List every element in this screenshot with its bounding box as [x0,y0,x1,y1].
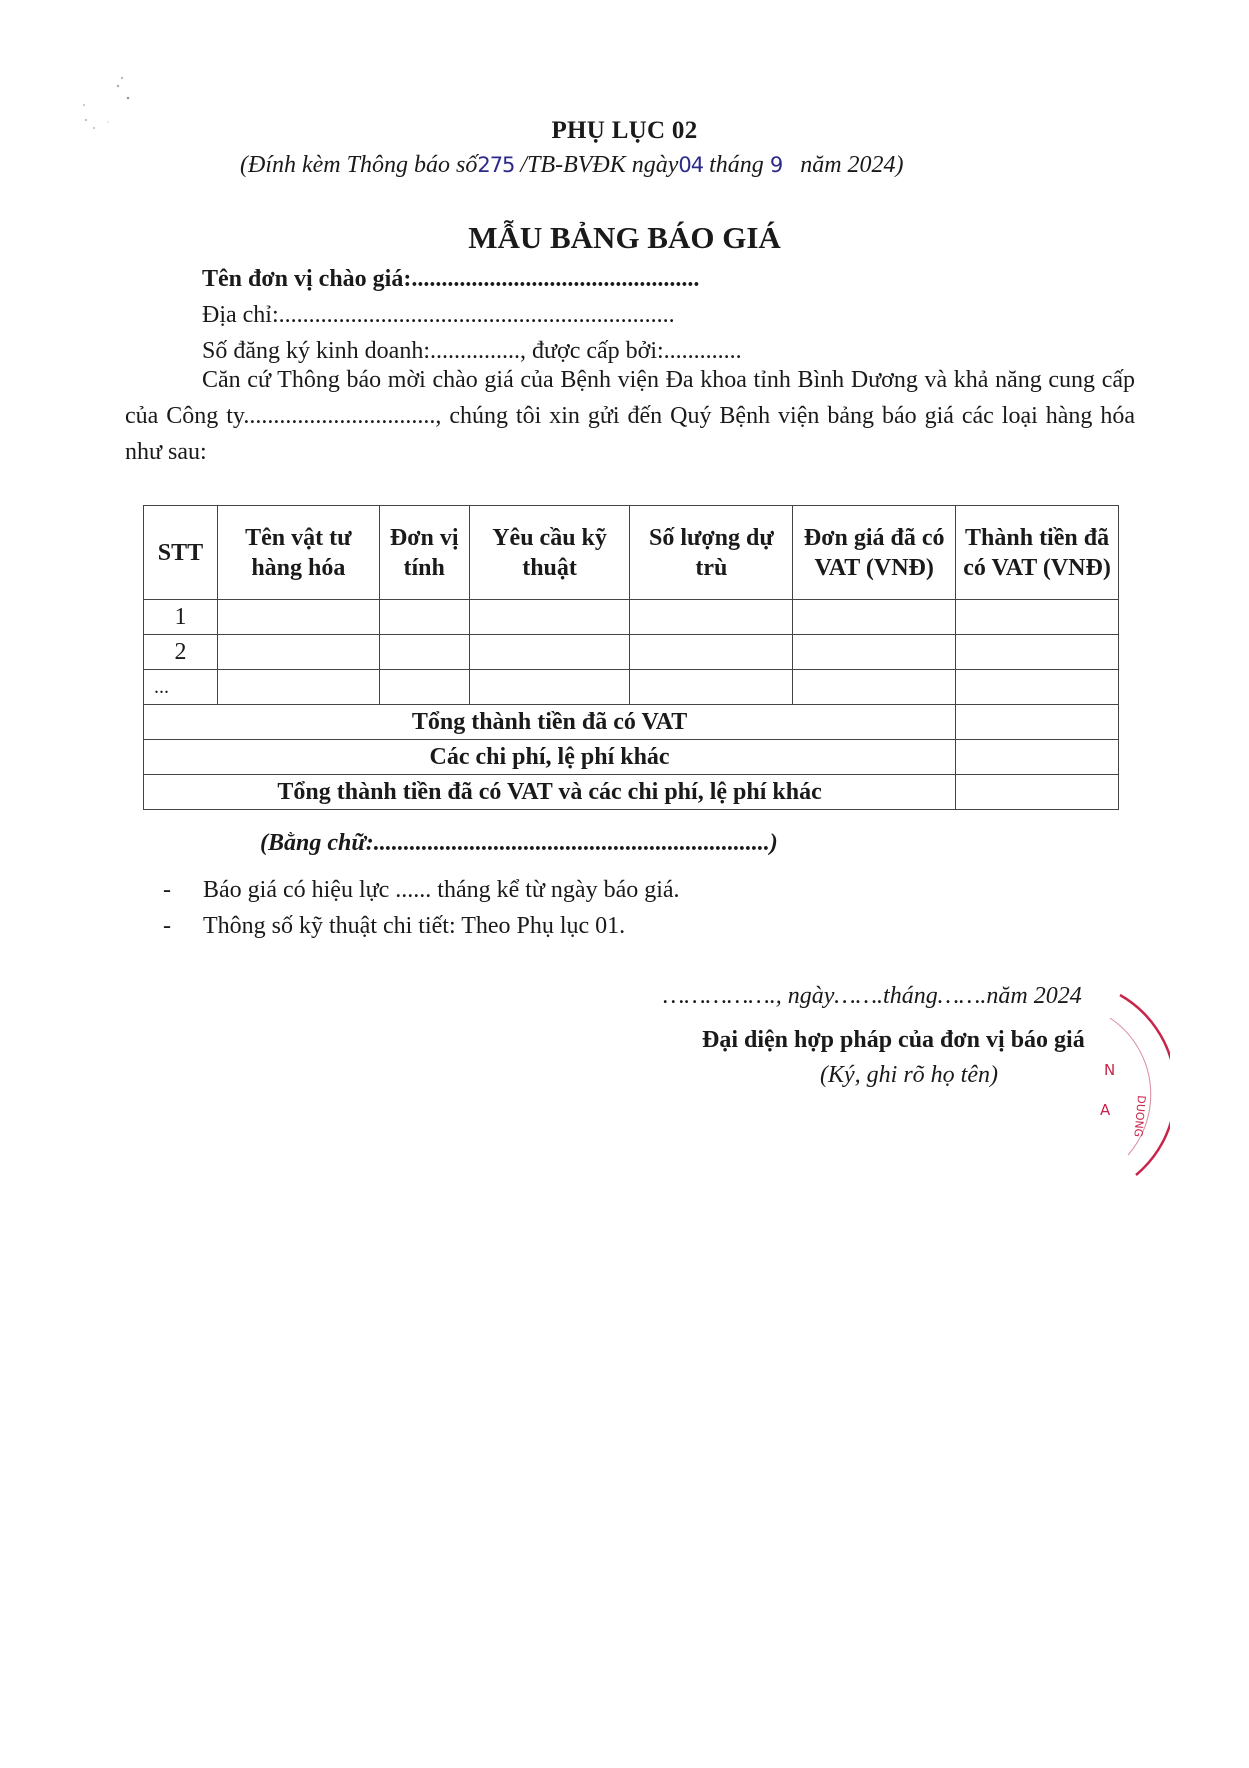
cell-quantity [630,670,793,705]
note-validity [163,877,680,904]
bullet-dash: - [163,877,171,903]
quotation-table [143,505,1119,810]
attach-prefix: (Đính kèm Thông báo số [240,152,478,178]
main-title: MẪU BẢNG BÁO GIÁ [468,220,781,255]
stamp-text-duong: DUONG [1131,1094,1148,1138]
column-header-stt: STT [144,506,218,600]
cell-unit-price [793,600,956,635]
table-row [144,635,1119,670]
cell-total [956,635,1119,670]
address-field: Địa chỉ:.................................................................. [202,302,675,328]
summary-row-grand-total [144,775,1119,810]
sign-instruction: (Ký, ghi rõ họ tên) [820,1062,998,1088]
year-suffix: năm 2024) [800,152,904,178]
legal-representative-label: Đại diện hợp pháp của đơn vị báo giá [702,1027,1085,1053]
stamp-letter-n: N [1104,1061,1116,1079]
notice-code: /TB-BVĐK ngày [520,152,679,178]
table-header-row [144,506,1119,600]
cell-total [956,670,1119,705]
cell-quantity [630,635,793,670]
summary-row-total-vat [144,705,1119,740]
column-header-technical-requirements: Yêu cầu kỹ thuật [469,506,630,600]
signature-date-line: ……………., ngày…….tháng…….năm 2024 [663,983,1082,1009]
business-registration-field: Số đăng ký kinh doanh:..............., được cấp bởi:............. [202,338,742,364]
note-specifications [163,913,625,940]
cell-unit-price [793,670,956,705]
summary-value [956,705,1119,740]
cell-quantity [630,600,793,635]
cell-unit [379,600,469,635]
column-header-unit-price: Đơn giá đã có VAT (VNĐ) [793,506,956,600]
summary-value [956,740,1119,775]
unit-name-field: Tên đơn vị chào giá:................................................ [202,266,700,292]
summary-row-other-fees [144,740,1119,775]
summary-label: Các chi phí, lệ phí khác [144,740,956,775]
note-text: Thông số kỹ thuật chi tiết: Theo Phụ lục 01. [203,913,626,939]
attachment-reference [240,152,904,179]
summary-value [956,775,1119,810]
handwritten-notice-number: 275 [477,153,515,177]
summary-label: Tổng thành tiền đã có VAT [144,705,956,740]
handwritten-month: 9 [769,153,783,177]
column-header-quantity: Số lượng dự trù [630,506,793,600]
bullet-dash: - [163,913,171,939]
cell-unit [379,670,469,705]
handwritten-day: 04 [678,153,704,177]
column-header-unit: Đơn vị tính [379,506,469,600]
row-stt: ... [144,670,218,705]
amount-in-words: (Bằng chữ:..................................................................) [260,830,778,856]
cell-requirements [469,635,630,670]
column-header-item-name: Tên vật tư hàng hóa [217,506,379,600]
cell-item-name [217,600,379,635]
stamp-letter-a: A [1100,1101,1111,1119]
summary-label: Tổng thành tiền đã có VAT và các chi phí, lệ phí khác [144,775,956,810]
table-row [144,600,1119,635]
note-text: Báo giá có hiệu lực ...... tháng kể từ ngày báo giá. [203,877,680,903]
cell-total [956,600,1119,635]
table-row [144,670,1119,705]
cell-requirements [469,600,630,635]
cell-unit-price [793,635,956,670]
cell-unit [379,635,469,670]
column-header-total: Thành tiền đã có VAT (VNĐ) [956,506,1119,600]
intro-paragraph: Căn cứ Thông báo mời chào giá của Bệnh viện Đa khoa tỉnh Bình Dương và khả năng cung cấp của Công ty................................, chúng tôi xin gửi đến Quý Bệnh viện bảng báo giá các loại hàng hóa như sau: [125,367,1135,465]
month-word: tháng [709,152,764,178]
row-stt: 1 [144,600,218,635]
red-seal-stamp [1060,990,1170,1190]
cell-item-name [217,635,379,670]
cell-requirements [469,670,630,705]
row-stt: 2 [144,635,218,670]
appendix-title: PHỤ LỤC 02 [551,117,698,144]
cell-item-name [217,670,379,705]
